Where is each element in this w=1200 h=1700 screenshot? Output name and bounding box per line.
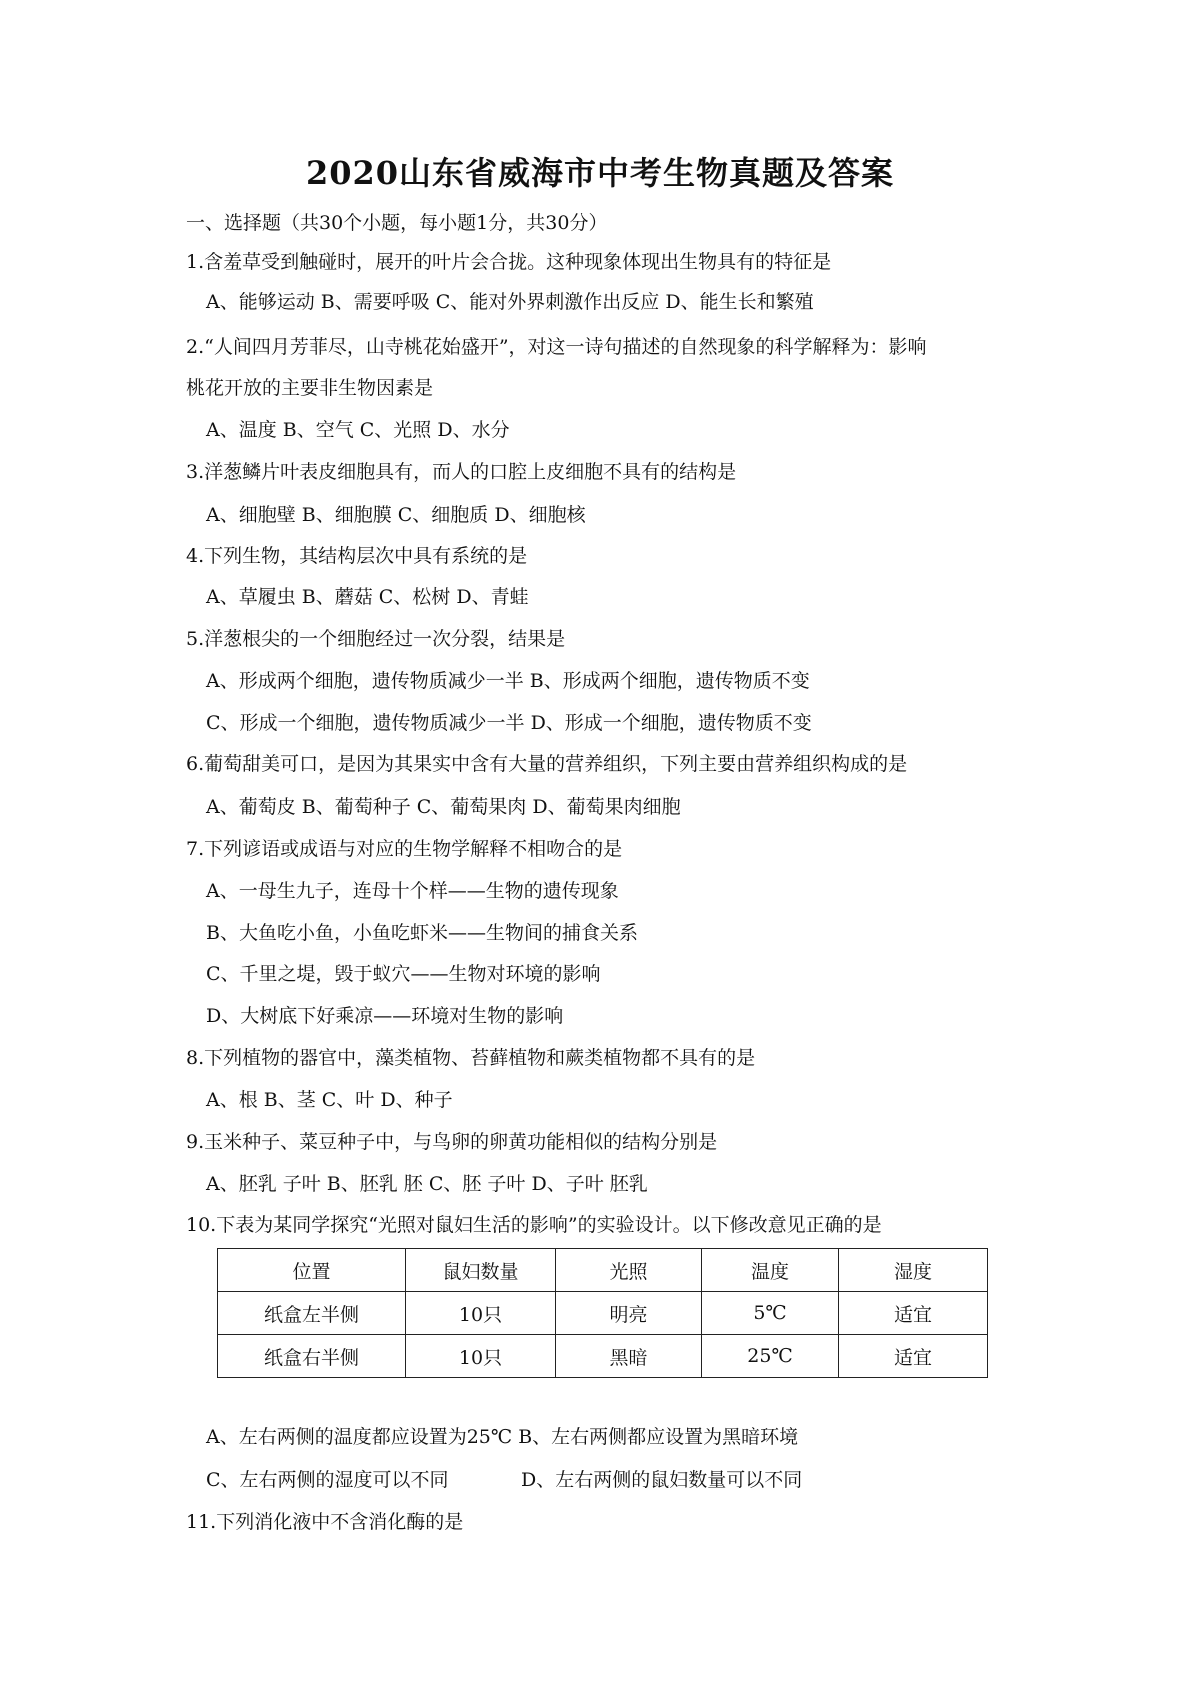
- table-cell: 25℃: [702, 1335, 839, 1378]
- question-1: 1.含羞草受到触碰时，展开的叶片会合拢。这种现象体现出生物具有的特征是: [186, 251, 832, 273]
- table-row: [218, 1292, 988, 1335]
- question-3: 3.洋葱鳞片叶表皮细胞具有，而人的口腔上皮细胞不具有的结构是: [186, 461, 737, 483]
- question-7-option-a: A、一母生九子，连母十个样——生物的遗传现象: [206, 880, 619, 902]
- page-title: 2020山东省威海市中考生物真题及答案: [305, 154, 895, 192]
- question-8: 8.下列植物的器官中，藻类植物、苔藓植物和蕨类植物都不具有的是: [186, 1047, 756, 1069]
- table-cell: 纸盒右半侧: [218, 1335, 406, 1378]
- question-7-option-d: D、大树底下好乘凉——环境对生物的影响: [206, 1005, 564, 1027]
- question-10-options-2: C、左右两侧的湿度可以不同 D、左右两侧的鼠妇数量可以不同: [206, 1469, 803, 1491]
- question-5-options-2: C、形成一个细胞，遗传物质减少一半 D、形成一个细胞，遗传物质不变: [206, 712, 812, 734]
- question-4: 4.下列生物，其结构层次中具有系统的是: [186, 545, 528, 567]
- question-6: 6.葡萄甜美可口，是因为其果实中含有大量的营养组织，下列主要由营养组织构成的是: [186, 753, 908, 775]
- table-cell: 适宜: [839, 1335, 988, 1378]
- question-2-options: A、温度 B、空气 C、光照 D、水分: [206, 419, 510, 441]
- question-7-option-c: C、千里之堤，毁于蚁穴——生物对环境的影响: [206, 963, 601, 985]
- table-cell: 明亮: [556, 1292, 702, 1335]
- table-header-row: [218, 1249, 988, 1292]
- table-header-cell: 光照: [556, 1249, 702, 1292]
- question-10-options-1: A、左右两侧的温度都应设置为25℃ B、左右两侧都应设置为黑暗环境: [206, 1426, 799, 1448]
- table-cell: 10只: [406, 1292, 556, 1335]
- question-1-options: A、能够运动 B、需要呼吸 C、能对外界刺激作出反应 D、能生长和繁殖: [206, 291, 814, 313]
- table-cell: 5℃: [702, 1292, 839, 1335]
- table-header-cell: 温度: [702, 1249, 839, 1292]
- table-cell: 纸盒左半侧: [218, 1292, 406, 1335]
- question-2-line-2: 桃花开放的主要非生物因素是: [186, 377, 434, 399]
- table-cell: 适宜: [839, 1292, 988, 1335]
- question-5-options-1: A、形成两个细胞，遗传物质减少一半 B、形成两个细胞，遗传物质不变: [206, 670, 810, 692]
- table-header-cell: 位置: [218, 1249, 406, 1292]
- question-4-options: A、草履虫 B、蘑菇 C、松树 D、青蛙: [206, 586, 529, 608]
- section-heading: 一、选择题（共30个小题，每小题1分，共30分）: [186, 212, 608, 234]
- question-6-options: A、葡萄皮 B、葡萄种子 C、葡萄果肉 D、葡萄果肉细胞: [206, 796, 681, 818]
- question-2-line-1: 2.“人间四月芳菲尽，山寺桃花始盛开”，对这一诗句描述的自然现象的科学解释为：影响: [186, 336, 927, 358]
- table-header-cell: 湿度: [839, 1249, 988, 1292]
- experiment-table: [217, 1248, 988, 1378]
- question-3-options: A、细胞壁 B、细胞膜 C、细胞质 D、细胞核: [206, 504, 586, 526]
- question-7-option-b: B、大鱼吃小鱼，小鱼吃虾米——生物间的捕食关系: [206, 922, 638, 944]
- question-9: 9.玉米种子、菜豆种子中，与鸟卵的卵黄功能相似的结构分别是: [186, 1131, 718, 1153]
- question-8-options: A、根 B、茎 C、叶 D、种子: [206, 1089, 453, 1111]
- table-cell: 10只: [406, 1335, 556, 1378]
- table-row: [218, 1335, 988, 1378]
- table-header-cell: 鼠妇数量: [406, 1249, 556, 1292]
- question-9-options: A、胚乳 子叶 B、胚乳 胚 C、胚 子叶 D、子叶 胚乳: [206, 1173, 648, 1195]
- question-11: 11.下列消化液中不含消化酶的是: [186, 1511, 464, 1533]
- question-5: 5.洋葱根尖的一个细胞经过一次分裂，结果是: [186, 628, 566, 650]
- table-cell: 黑暗: [556, 1335, 702, 1378]
- question-10: 10.下表为某同学探究“光照对鼠妇生活的影响”的实验设计。以下修改意见正确的是: [186, 1214, 882, 1236]
- question-7: 7.下列谚语或成语与对应的生物学解释不相吻合的是: [186, 838, 623, 860]
